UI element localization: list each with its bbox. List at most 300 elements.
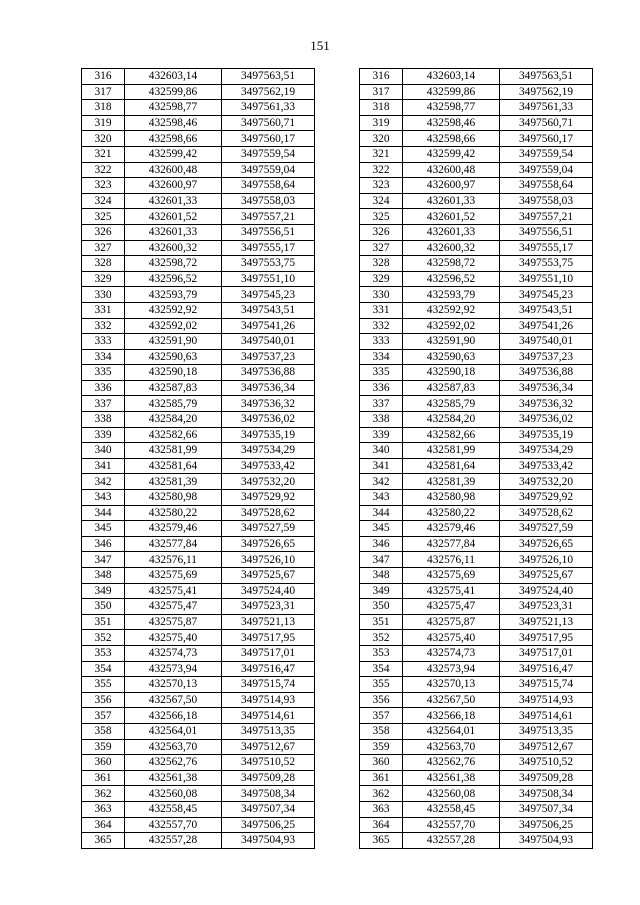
right-x-coordinate-cell: 432557,70 [403, 817, 500, 833]
left-point-number-cell: 344 [82, 505, 125, 521]
right-point-number-cell: 355 [360, 677, 403, 693]
table-row [82, 677, 593, 693]
right-y-coordinate-cell: 3497555,17 [500, 240, 593, 256]
right-point-number-cell: 356 [360, 692, 403, 708]
left-point-number-cell: 346 [82, 536, 125, 552]
column-separator [315, 568, 360, 584]
left-x-coordinate-cell: 432581,64 [125, 458, 222, 474]
left-x-coordinate-cell: 432598,72 [125, 256, 222, 272]
right-x-coordinate-cell: 432599,42 [403, 146, 500, 162]
left-point-number-cell: 317 [82, 84, 125, 100]
table-row [82, 240, 593, 256]
left-point-number-cell: 365 [82, 833, 125, 849]
left-point-number-cell: 364 [82, 817, 125, 833]
left-x-coordinate-cell: 432591,90 [125, 334, 222, 350]
right-x-coordinate-cell: 432573,94 [403, 661, 500, 677]
left-y-coordinate-cell: 3497514,61 [222, 708, 315, 724]
left-x-coordinate-cell: 432561,38 [125, 770, 222, 786]
left-y-coordinate-cell: 3497541,26 [222, 318, 315, 334]
left-y-coordinate-cell: 3497536,88 [222, 365, 315, 381]
left-point-number-cell: 326 [82, 224, 125, 240]
right-x-coordinate-cell: 432575,47 [403, 599, 500, 615]
right-point-number-cell: 360 [360, 755, 403, 771]
left-x-coordinate-cell: 432562,76 [125, 755, 222, 771]
left-y-coordinate-cell: 3497559,04 [222, 162, 315, 178]
right-x-coordinate-cell: 432598,46 [403, 115, 500, 131]
right-y-coordinate-cell: 3497532,20 [500, 474, 593, 490]
column-separator [315, 708, 360, 724]
left-x-coordinate-cell: 432579,46 [125, 521, 222, 537]
left-point-number-cell: 359 [82, 739, 125, 755]
left-point-number-cell: 349 [82, 583, 125, 599]
right-y-coordinate-cell: 3497559,04 [500, 162, 593, 178]
right-y-coordinate-cell: 3497509,28 [500, 770, 593, 786]
right-y-coordinate-cell: 3497543,51 [500, 302, 593, 318]
column-separator [315, 723, 360, 739]
column-separator [315, 552, 360, 568]
right-point-number-cell: 316 [360, 69, 403, 85]
column-separator [315, 412, 360, 428]
right-x-coordinate-cell: 432599,86 [403, 84, 500, 100]
right-x-coordinate-cell: 432598,66 [403, 131, 500, 147]
column-separator [315, 100, 360, 116]
left-x-coordinate-cell: 432573,94 [125, 661, 222, 677]
left-point-number-cell: 358 [82, 723, 125, 739]
column-separator [315, 599, 360, 615]
coordinates-table [81, 68, 593, 849]
right-y-coordinate-cell: 3497510,52 [500, 755, 593, 771]
right-x-coordinate-cell: 432603,14 [403, 69, 500, 85]
table-row [82, 69, 593, 85]
left-point-number-cell: 362 [82, 786, 125, 802]
left-point-number-cell: 338 [82, 412, 125, 428]
right-point-number-cell: 333 [360, 334, 403, 350]
right-y-coordinate-cell: 3497541,26 [500, 318, 593, 334]
right-point-number-cell: 363 [360, 801, 403, 817]
column-separator [315, 115, 360, 131]
table-row [82, 583, 593, 599]
table-row [82, 412, 593, 428]
right-x-coordinate-cell: 432592,02 [403, 318, 500, 334]
left-point-number-cell: 337 [82, 396, 125, 412]
left-y-coordinate-cell: 3497559,54 [222, 146, 315, 162]
right-y-coordinate-cell: 3497558,64 [500, 178, 593, 194]
left-x-coordinate-cell: 432560,08 [125, 786, 222, 802]
right-y-coordinate-cell: 3497536,32 [500, 396, 593, 412]
column-separator [315, 505, 360, 521]
left-y-coordinate-cell: 3497558,03 [222, 193, 315, 209]
right-y-coordinate-cell: 3497545,23 [500, 287, 593, 303]
column-separator [315, 817, 360, 833]
table-row [82, 334, 593, 350]
left-x-coordinate-cell: 432600,32 [125, 240, 222, 256]
right-point-number-cell: 345 [360, 521, 403, 537]
column-separator [315, 833, 360, 849]
left-y-coordinate-cell: 3497508,34 [222, 786, 315, 802]
right-x-coordinate-cell: 432579,46 [403, 521, 500, 537]
column-separator [315, 396, 360, 412]
right-y-coordinate-cell: 3497560,17 [500, 131, 593, 147]
table-row [82, 131, 593, 147]
right-x-coordinate-cell: 432570,13 [403, 677, 500, 693]
left-x-coordinate-cell: 432575,69 [125, 568, 222, 584]
right-y-coordinate-cell: 3497540,01 [500, 334, 593, 350]
left-x-coordinate-cell: 432570,13 [125, 677, 222, 693]
left-x-coordinate-cell: 432575,47 [125, 599, 222, 615]
left-x-coordinate-cell: 432592,02 [125, 318, 222, 334]
right-y-coordinate-cell: 3497517,01 [500, 645, 593, 661]
right-y-coordinate-cell: 3497508,34 [500, 786, 593, 802]
left-x-coordinate-cell: 432580,22 [125, 505, 222, 521]
left-point-number-cell: 348 [82, 568, 125, 584]
right-y-coordinate-cell: 3497529,92 [500, 490, 593, 506]
right-point-number-cell: 317 [360, 84, 403, 100]
right-y-coordinate-cell: 3497515,74 [500, 677, 593, 693]
left-x-coordinate-cell: 432598,66 [125, 131, 222, 147]
column-separator [315, 536, 360, 552]
left-x-coordinate-cell: 432596,52 [125, 271, 222, 287]
right-y-coordinate-cell: 3497536,34 [500, 380, 593, 396]
table-row [82, 271, 593, 287]
left-point-number-cell: 328 [82, 256, 125, 272]
left-point-number-cell: 351 [82, 614, 125, 630]
table-row [82, 568, 593, 584]
right-point-number-cell: 352 [360, 630, 403, 646]
right-y-coordinate-cell: 3497523,31 [500, 599, 593, 615]
right-x-coordinate-cell: 432557,28 [403, 833, 500, 849]
right-point-number-cell: 358 [360, 723, 403, 739]
right-y-coordinate-cell: 3497560,71 [500, 115, 593, 131]
left-x-coordinate-cell: 432599,42 [125, 146, 222, 162]
column-separator [315, 443, 360, 459]
right-x-coordinate-cell: 432577,84 [403, 536, 500, 552]
left-y-coordinate-cell: 3497523,31 [222, 599, 315, 615]
table-row [82, 833, 593, 849]
left-y-coordinate-cell: 3497506,25 [222, 817, 315, 833]
table-row [82, 256, 593, 272]
table-row [82, 505, 593, 521]
right-y-coordinate-cell: 3497561,33 [500, 100, 593, 116]
column-separator [315, 380, 360, 396]
table-row [82, 443, 593, 459]
right-point-number-cell: 349 [360, 583, 403, 599]
right-point-number-cell: 339 [360, 427, 403, 443]
column-separator [315, 692, 360, 708]
table-row [82, 193, 593, 209]
right-y-coordinate-cell: 3497521,13 [500, 614, 593, 630]
left-x-coordinate-cell: 432575,41 [125, 583, 222, 599]
column-separator [315, 661, 360, 677]
right-point-number-cell: 335 [360, 365, 403, 381]
right-y-coordinate-cell: 3497514,61 [500, 708, 593, 724]
table-row [82, 801, 593, 817]
right-y-coordinate-cell: 3497534,29 [500, 443, 593, 459]
table-row [82, 770, 593, 786]
table-row [82, 692, 593, 708]
right-x-coordinate-cell: 432600,97 [403, 178, 500, 194]
right-point-number-cell: 359 [360, 739, 403, 755]
right-point-number-cell: 342 [360, 474, 403, 490]
right-x-coordinate-cell: 432563,70 [403, 739, 500, 755]
right-y-coordinate-cell: 3497514,93 [500, 692, 593, 708]
table-row [82, 755, 593, 771]
right-point-number-cell: 350 [360, 599, 403, 615]
table-row [82, 521, 593, 537]
left-x-coordinate-cell: 432567,50 [125, 692, 222, 708]
right-y-coordinate-cell: 3497516,47 [500, 661, 593, 677]
right-point-number-cell: 341 [360, 458, 403, 474]
left-point-number-cell: 341 [82, 458, 125, 474]
right-point-number-cell: 328 [360, 256, 403, 272]
right-point-number-cell: 324 [360, 193, 403, 209]
left-y-coordinate-cell: 3497553,75 [222, 256, 315, 272]
right-point-number-cell: 354 [360, 661, 403, 677]
left-y-coordinate-cell: 3497527,59 [222, 521, 315, 537]
right-x-coordinate-cell: 432575,69 [403, 568, 500, 584]
left-y-coordinate-cell: 3497534,29 [222, 443, 315, 459]
table-row [82, 349, 593, 365]
table-row [82, 100, 593, 116]
right-y-coordinate-cell: 3497551,10 [500, 271, 593, 287]
right-x-coordinate-cell: 432584,20 [403, 412, 500, 428]
left-y-coordinate-cell: 3497526,10 [222, 552, 315, 568]
column-separator [315, 224, 360, 240]
left-y-coordinate-cell: 3497526,65 [222, 536, 315, 552]
right-x-coordinate-cell: 432574,73 [403, 645, 500, 661]
right-x-coordinate-cell: 432567,50 [403, 692, 500, 708]
table-row [82, 614, 593, 630]
column-separator [315, 474, 360, 490]
left-y-coordinate-cell: 3497509,28 [222, 770, 315, 786]
column-separator [315, 645, 360, 661]
left-x-coordinate-cell: 432590,18 [125, 365, 222, 381]
right-point-number-cell: 361 [360, 770, 403, 786]
column-separator [315, 755, 360, 771]
right-x-coordinate-cell: 432581,39 [403, 474, 500, 490]
right-x-coordinate-cell: 432561,38 [403, 770, 500, 786]
left-point-number-cell: 334 [82, 349, 125, 365]
left-y-coordinate-cell: 3497551,10 [222, 271, 315, 287]
left-y-coordinate-cell: 3497560,17 [222, 131, 315, 147]
right-point-number-cell: 340 [360, 443, 403, 459]
left-y-coordinate-cell: 3497560,71 [222, 115, 315, 131]
right-point-number-cell: 325 [360, 209, 403, 225]
left-y-coordinate-cell: 3497557,21 [222, 209, 315, 225]
left-y-coordinate-cell: 3497504,93 [222, 833, 315, 849]
left-point-number-cell: 356 [82, 692, 125, 708]
left-y-coordinate-cell: 3497517,95 [222, 630, 315, 646]
column-separator [315, 677, 360, 693]
left-x-coordinate-cell: 432585,79 [125, 396, 222, 412]
left-point-number-cell: 355 [82, 677, 125, 693]
table-row [82, 661, 593, 677]
right-point-number-cell: 319 [360, 115, 403, 131]
left-point-number-cell: 322 [82, 162, 125, 178]
left-y-coordinate-cell: 3497563,51 [222, 69, 315, 85]
left-point-number-cell: 330 [82, 287, 125, 303]
left-x-coordinate-cell: 432590,63 [125, 349, 222, 365]
left-point-number-cell: 343 [82, 490, 125, 506]
page-number: 151 [310, 38, 330, 53]
left-point-number-cell: 345 [82, 521, 125, 537]
left-y-coordinate-cell: 3497516,47 [222, 661, 315, 677]
column-separator [315, 490, 360, 506]
column-separator [315, 69, 360, 85]
right-point-number-cell: 351 [360, 614, 403, 630]
left-point-number-cell: 327 [82, 240, 125, 256]
right-x-coordinate-cell: 432598,72 [403, 256, 500, 272]
left-y-coordinate-cell: 3497536,34 [222, 380, 315, 396]
right-x-coordinate-cell: 432591,90 [403, 334, 500, 350]
right-x-coordinate-cell: 432575,40 [403, 630, 500, 646]
right-point-number-cell: 337 [360, 396, 403, 412]
right-y-coordinate-cell: 3497506,25 [500, 817, 593, 833]
right-y-coordinate-cell: 3497556,51 [500, 224, 593, 240]
left-point-number-cell: 321 [82, 146, 125, 162]
left-y-coordinate-cell: 3497562,19 [222, 84, 315, 100]
column-separator [315, 209, 360, 225]
right-x-coordinate-cell: 432575,87 [403, 614, 500, 630]
right-x-coordinate-cell: 432593,79 [403, 287, 500, 303]
right-point-number-cell: 318 [360, 100, 403, 116]
left-y-coordinate-cell: 3497543,51 [222, 302, 315, 318]
right-x-coordinate-cell: 432587,83 [403, 380, 500, 396]
right-x-coordinate-cell: 432590,63 [403, 349, 500, 365]
table-row [82, 739, 593, 755]
left-point-number-cell: 352 [82, 630, 125, 646]
table-row [82, 458, 593, 474]
left-x-coordinate-cell: 432575,87 [125, 614, 222, 630]
left-y-coordinate-cell: 3497556,51 [222, 224, 315, 240]
left-y-coordinate-cell: 3497521,13 [222, 614, 315, 630]
right-point-number-cell: 322 [360, 162, 403, 178]
left-point-number-cell: 361 [82, 770, 125, 786]
right-x-coordinate-cell: 432600,48 [403, 162, 500, 178]
column-separator [315, 770, 360, 786]
right-point-number-cell: 362 [360, 786, 403, 802]
column-separator [315, 349, 360, 365]
left-point-number-cell: 329 [82, 271, 125, 287]
right-x-coordinate-cell: 432592,92 [403, 302, 500, 318]
right-point-number-cell: 330 [360, 287, 403, 303]
left-x-coordinate-cell: 432592,92 [125, 302, 222, 318]
left-x-coordinate-cell: 432576,11 [125, 552, 222, 568]
right-point-number-cell: 320 [360, 131, 403, 147]
left-point-number-cell: 331 [82, 302, 125, 318]
right-x-coordinate-cell: 432575,41 [403, 583, 500, 599]
left-x-coordinate-cell: 432600,48 [125, 162, 222, 178]
column-separator [315, 318, 360, 334]
left-y-coordinate-cell: 3497555,17 [222, 240, 315, 256]
left-point-number-cell: 357 [82, 708, 125, 724]
left-x-coordinate-cell: 432587,83 [125, 380, 222, 396]
left-x-coordinate-cell: 432574,73 [125, 645, 222, 661]
right-point-number-cell: 323 [360, 178, 403, 194]
column-separator [315, 302, 360, 318]
left-x-coordinate-cell: 432599,86 [125, 84, 222, 100]
left-y-coordinate-cell: 3497514,93 [222, 692, 315, 708]
left-point-number-cell: 350 [82, 599, 125, 615]
left-point-number-cell: 324 [82, 193, 125, 209]
right-x-coordinate-cell: 432562,76 [403, 755, 500, 771]
column-separator [315, 583, 360, 599]
left-x-coordinate-cell: 432564,01 [125, 723, 222, 739]
left-x-coordinate-cell: 432582,66 [125, 427, 222, 443]
table-row [82, 817, 593, 833]
right-x-coordinate-cell: 432598,77 [403, 100, 500, 116]
left-x-coordinate-cell: 432563,70 [125, 739, 222, 755]
table-row [82, 224, 593, 240]
table-row [82, 474, 593, 490]
table-row [82, 490, 593, 506]
column-separator [315, 256, 360, 272]
right-point-number-cell: 357 [360, 708, 403, 724]
right-y-coordinate-cell: 3497527,59 [500, 521, 593, 537]
left-y-coordinate-cell: 3497513,35 [222, 723, 315, 739]
right-y-coordinate-cell: 3497562,19 [500, 84, 593, 100]
right-x-coordinate-cell: 432558,45 [403, 801, 500, 817]
column-separator [315, 193, 360, 209]
left-x-coordinate-cell: 432593,79 [125, 287, 222, 303]
right-point-number-cell: 344 [360, 505, 403, 521]
column-separator [315, 240, 360, 256]
left-x-coordinate-cell: 432557,70 [125, 817, 222, 833]
right-y-coordinate-cell: 3497512,67 [500, 739, 593, 755]
table-row [82, 552, 593, 568]
right-x-coordinate-cell: 432582,66 [403, 427, 500, 443]
table-row [82, 146, 593, 162]
right-y-coordinate-cell: 3497524,40 [500, 583, 593, 599]
right-point-number-cell: 334 [360, 349, 403, 365]
left-x-coordinate-cell: 432581,39 [125, 474, 222, 490]
table-row [82, 723, 593, 739]
left-x-coordinate-cell: 432601,52 [125, 209, 222, 225]
left-point-number-cell: 339 [82, 427, 125, 443]
right-point-number-cell: 336 [360, 380, 403, 396]
left-x-coordinate-cell: 432598,46 [125, 115, 222, 131]
right-point-number-cell: 364 [360, 817, 403, 833]
left-x-coordinate-cell: 432557,28 [125, 833, 222, 849]
left-point-number-cell: 363 [82, 801, 125, 817]
right-x-coordinate-cell: 432585,79 [403, 396, 500, 412]
left-point-number-cell: 336 [82, 380, 125, 396]
right-point-number-cell: 326 [360, 224, 403, 240]
table-row [82, 209, 593, 225]
left-point-number-cell: 325 [82, 209, 125, 225]
right-x-coordinate-cell: 432581,64 [403, 458, 500, 474]
table-row [82, 599, 593, 615]
right-y-coordinate-cell: 3497513,35 [500, 723, 593, 739]
left-x-coordinate-cell: 432581,99 [125, 443, 222, 459]
left-x-coordinate-cell: 432577,84 [125, 536, 222, 552]
right-point-number-cell: 365 [360, 833, 403, 849]
table-row [82, 645, 593, 661]
left-x-coordinate-cell: 432558,45 [125, 801, 222, 817]
left-y-coordinate-cell: 3497545,23 [222, 287, 315, 303]
right-point-number-cell: 338 [360, 412, 403, 428]
table-row [82, 380, 593, 396]
column-separator [315, 614, 360, 630]
right-point-number-cell: 327 [360, 240, 403, 256]
right-y-coordinate-cell: 3497535,19 [500, 427, 593, 443]
column-separator [315, 786, 360, 802]
column-separator [315, 458, 360, 474]
table-row [82, 318, 593, 334]
left-y-coordinate-cell: 3497510,52 [222, 755, 315, 771]
right-y-coordinate-cell: 3497563,51 [500, 69, 593, 85]
right-y-coordinate-cell: 3497536,02 [500, 412, 593, 428]
left-point-number-cell: 323 [82, 178, 125, 194]
